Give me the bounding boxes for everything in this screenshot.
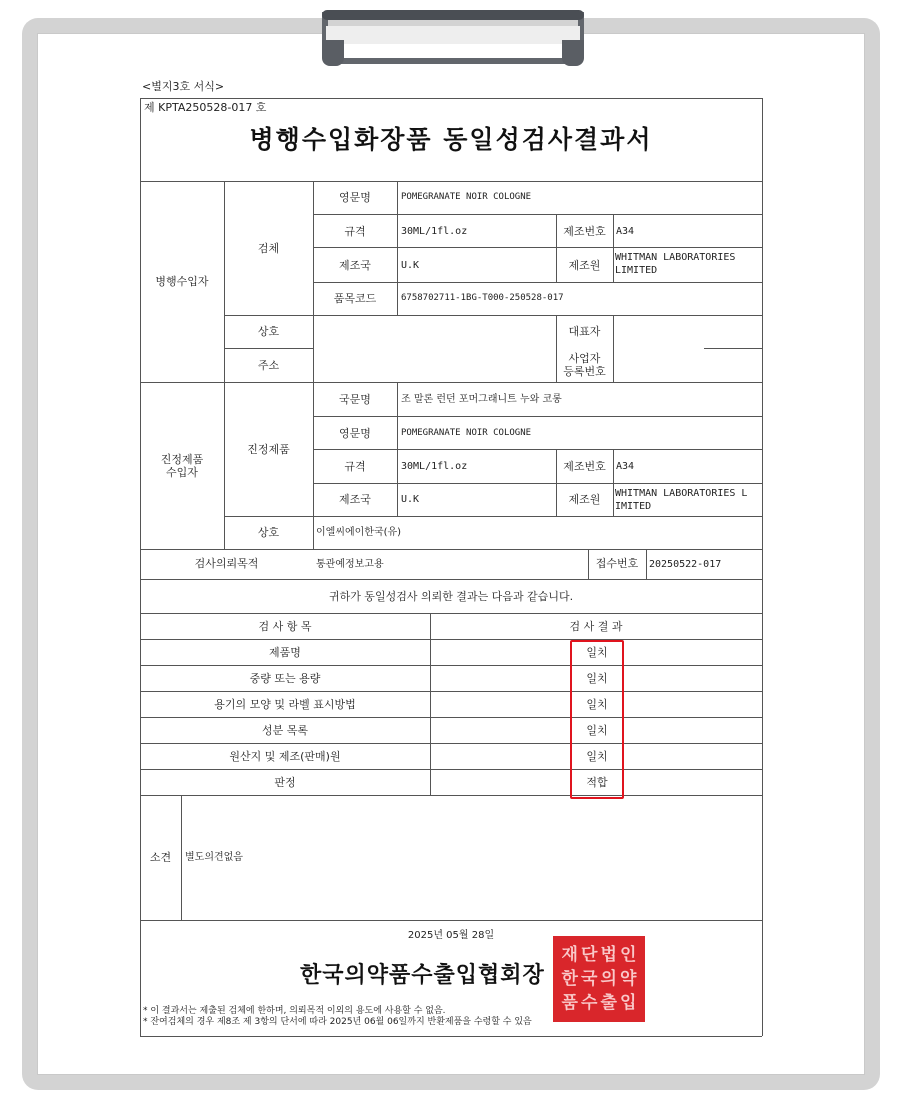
- footnote-1: * 이 결과서는 제출된 검체에 한하며, 의뢰목적 이외의 용도에 사용할 수 없음.: [143, 1006, 446, 1016]
- table-line: [313, 449, 762, 450]
- table-line: [140, 98, 762, 99]
- page-title: 병행수입화장품 동일성검사결과서: [249, 125, 653, 154]
- company-label: 상호: [257, 325, 280, 338]
- result-value: 일치: [586, 646, 608, 659]
- seal-char: 입: [620, 993, 637, 1013]
- issuer-name: 한국의약품수출입협회장: [300, 963, 545, 988]
- seal-char: 의: [600, 969, 617, 989]
- document-paper: [38, 34, 864, 1074]
- result-item: 원산지 및 제조(판매)원: [229, 750, 341, 763]
- table-line: [397, 382, 398, 516]
- result-value: 일치: [586, 672, 608, 685]
- spec-label: 규격: [344, 225, 366, 238]
- genuine-maker-value-2: IMITED: [615, 501, 652, 512]
- table-line: [140, 549, 762, 550]
- seal-char: 한: [561, 969, 578, 989]
- table-line: [140, 181, 762, 182]
- genuine-spec-label: 규격: [344, 460, 366, 473]
- genuine-lot-label: 제조번호: [563, 460, 606, 473]
- table-line: [140, 769, 762, 770]
- table-line: [313, 483, 762, 484]
- result-notice: 귀하가 동일성검사 의뢰한 결과는 다음과 같습니다.: [328, 590, 574, 603]
- table-line: [140, 691, 762, 692]
- bizno-label-1: 사업자: [568, 352, 601, 365]
- table-line: [140, 665, 762, 666]
- result-item: 판정: [274, 776, 296, 789]
- genuine-english-name-label: 영문명: [339, 427, 371, 440]
- table-line: [313, 315, 314, 382]
- result-highlight-box: [570, 640, 624, 799]
- table-line: [224, 382, 225, 549]
- seal-char: 약: [620, 969, 637, 989]
- table-line: [613, 315, 614, 382]
- result-item: 성분 목록: [261, 724, 308, 737]
- clip-top-bar: [322, 10, 584, 20]
- table-line: [224, 315, 762, 316]
- table-line: [646, 549, 647, 579]
- genuine-company-value: 이엘씨에이한국(유): [316, 527, 402, 538]
- result-value: 일치: [586, 750, 608, 763]
- genuine-spec-value: 30ML/1fl.oz: [401, 461, 468, 472]
- genuine-maker-value-1: WHITMAN LABORATORIES L: [615, 488, 748, 499]
- table-line: [224, 181, 225, 382]
- clip-right-tab: [562, 40, 584, 66]
- table-line: [140, 717, 762, 718]
- table-line: [140, 743, 762, 744]
- seal-char: 품: [561, 993, 578, 1013]
- code-value: 6758702711-1BG-T000-250528-017: [401, 293, 564, 303]
- form-label: <별지3호 서식>: [142, 80, 225, 93]
- lot-label: 제조번호: [563, 225, 606, 238]
- country-label: 제조국: [339, 259, 371, 272]
- seal-char: 재: [561, 945, 578, 965]
- table-line: [181, 795, 182, 920]
- result-value: 일치: [586, 698, 608, 711]
- table-line: [140, 382, 762, 383]
- genuine-lot-value: A34: [616, 461, 635, 472]
- table-line: [397, 181, 398, 315]
- genuine-product-label: 진정제품: [247, 443, 290, 456]
- seal-char: 출: [600, 993, 617, 1013]
- code-label: 품목코드: [333, 292, 377, 305]
- english-name-value: POMEGRANATE NOIR COLOGNE: [401, 192, 532, 202]
- genuine-country-value: U.K: [401, 494, 420, 505]
- seal-char: 단: [581, 945, 598, 965]
- english-name-label: 영문명: [339, 191, 371, 204]
- footnote-2: * 잔여검체의 경우 제8조 제 3항의 단서에 따라 2025년 06월 06일까지 반환제품을 수령할 수 있음: [143, 1017, 532, 1027]
- table-line: [313, 214, 762, 215]
- table-line: [762, 98, 763, 1036]
- purpose-value: 통관예정보고용: [316, 559, 384, 570]
- receipt-label: 접수번호: [595, 557, 639, 570]
- table-line: [224, 516, 762, 517]
- opinion-label: 소견: [149, 851, 172, 864]
- table-line: [140, 795, 762, 796]
- table-line: [313, 247, 762, 248]
- genuine-section-label-1: 진정제품: [160, 453, 204, 466]
- table-line: [313, 282, 762, 283]
- ceo-label: 대표자: [568, 325, 601, 338]
- table-line: [613, 214, 614, 282]
- maker-value: WHITMAN LABORATORIES LIMITED: [615, 252, 736, 276]
- result-value-header: 검 사 결 과: [569, 620, 623, 633]
- genuine-section-label-2: 수입자: [166, 466, 198, 479]
- korean-name-label: 국문명: [339, 393, 371, 406]
- issue-date: 2025년 05월 28일: [407, 930, 495, 941]
- genuine-country-label: 제조국: [339, 493, 371, 506]
- importer-section-label: 병행수입자: [155, 275, 209, 288]
- clip-highlight: [326, 26, 580, 44]
- doc-number: 제 KPTA250528-017 호: [144, 101, 267, 114]
- table-line: [140, 1036, 762, 1037]
- country-value: U.K: [401, 260, 420, 271]
- table-line: [430, 613, 431, 795]
- result-value: 적합: [586, 776, 608, 789]
- result-item: 중량 또는 용량: [249, 672, 321, 685]
- opinion-value: 별도의견없음: [185, 852, 243, 863]
- result-item: 용기의 모양 및 라벨 표시방법: [214, 698, 356, 711]
- seal-char: 인: [620, 945, 637, 965]
- result-value: 일치: [586, 724, 608, 737]
- maker-label: 제조원: [568, 259, 601, 272]
- purpose-label: 검사의뢰목적: [194, 557, 259, 570]
- receipt-value: 20250522-017: [649, 559, 722, 570]
- genuine-maker-label: 제조원: [568, 493, 601, 506]
- lot-value: A34: [616, 226, 635, 237]
- sample-label: 검체: [257, 242, 280, 255]
- table-line: [613, 449, 614, 516]
- seal-char: 국: [581, 969, 598, 989]
- address-label: 주소: [257, 359, 280, 372]
- result-item: 제품명: [269, 646, 301, 659]
- genuine-english-name-value: POMEGRANATE NOIR COLOGNE: [401, 428, 532, 438]
- seal-char: 법: [600, 945, 617, 965]
- korean-name-value: 조 말론 런던 포머그래니트 누와 코롱: [401, 394, 562, 405]
- spec-value: 30ML/1fl.oz: [401, 226, 468, 237]
- table-line: [313, 416, 762, 417]
- table-line: [140, 579, 762, 580]
- official-seal: [553, 936, 645, 1022]
- seal-char: 수: [581, 993, 598, 1013]
- genuine-company-label: 상호: [257, 526, 280, 539]
- table-line: [224, 348, 313, 349]
- result-item-header: 검 사 항 목: [258, 620, 312, 633]
- table-line: [140, 613, 762, 614]
- table-line: [140, 639, 762, 640]
- bizno-label-2: 등록번호: [563, 365, 606, 378]
- table-line: [140, 920, 762, 921]
- clip-left-tab: [322, 40, 344, 66]
- table-line: [704, 348, 762, 349]
